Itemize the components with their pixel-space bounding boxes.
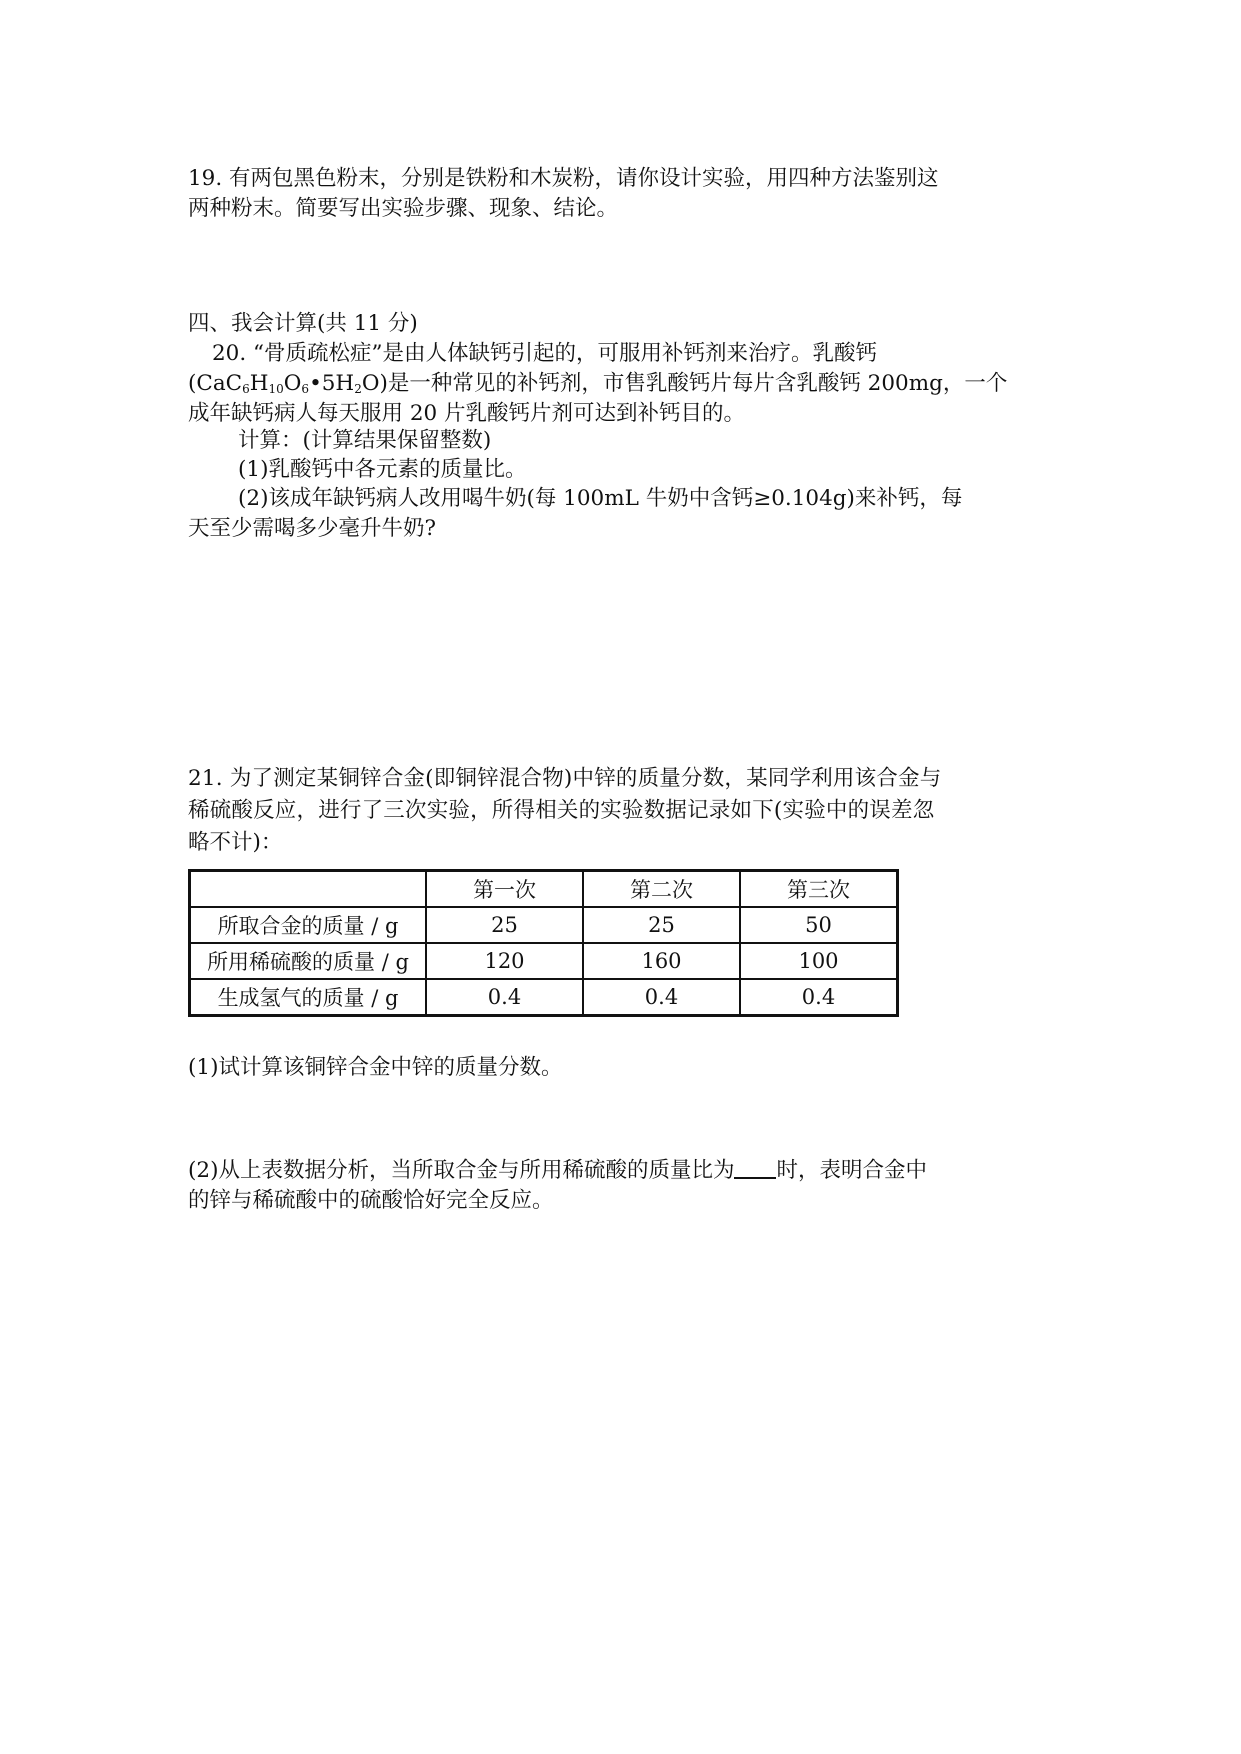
- table-cell: 生成氢气的质量 / g: [190, 979, 427, 1016]
- q19-line-1: 19. 有两包黑色粉末，分别是铁粉和木炭粉，请你设计实验，用四种方法鉴别这: [188, 166, 939, 191]
- table-cell: 所用稀硫酸的质量 / g: [190, 943, 427, 979]
- table-header-cell: 第二次: [583, 871, 740, 908]
- section-4-title: 四、我会计算(共 11 分): [188, 311, 418, 336]
- q21-line-3: 略不计)：: [188, 830, 283, 855]
- table-cell: 25: [426, 907, 583, 943]
- table-row: [190, 907, 898, 943]
- answer-blank: [734, 1157, 776, 1179]
- table-cell: 所取合金的质量 / g: [190, 907, 427, 943]
- table-cell: 50: [740, 907, 898, 943]
- q20-line-2-rest: 是一种常见的补钙剂，市售乳酸钙片每片含乳酸钙 200mg，一个: [387, 371, 1008, 396]
- table-header-row: [190, 871, 898, 908]
- q20-part-2-line-1: (2)该成年缺钙病人改用喝牛奶(每 100mL 牛奶中含钙≥0.104g)来补钙，每: [238, 486, 963, 511]
- table-row: [190, 943, 898, 979]
- q21-line-2: 稀硫酸反应，进行了三次实验，所得相关的实验数据记录如下(实验中的误差忽: [188, 798, 935, 823]
- table-cell: 0.4: [426, 979, 583, 1016]
- table-cell: 0.4: [583, 979, 740, 1016]
- table-header-cell: 第一次: [426, 871, 583, 908]
- table-cell: 0.4: [740, 979, 898, 1016]
- q20-part-2-line-2: 天至少需喝多少毫升牛奶?: [188, 516, 437, 541]
- q20-line-3: 成年缺钙病人每天服用 20 片乳酸钙片剂可达到补钙目的。: [188, 401, 746, 426]
- formula: $(CaC_6H_{10}O_6•5H_2O)$: [188, 371, 388, 396]
- q21-line-1: 21. 为了测定某铜锌合金(即铜锌混合物)中锌的质量分数，某同学利用该合金与: [188, 766, 942, 791]
- q21-part-2-line-2: 的锌与稀硫酸中的硫酸恰好完全反应。: [188, 1188, 554, 1213]
- table-cell: 160: [583, 943, 740, 979]
- q20-part-1: (1)乳酸钙中各元素的质量比。: [238, 457, 527, 482]
- table-cell: 25: [583, 907, 740, 943]
- experiment-data-table: [188, 869, 899, 1017]
- table-header-cell: [190, 871, 427, 908]
- table-cell: 120: [426, 943, 583, 979]
- q19-line-2: 两种粉末。简要写出实验步骤、现象、结论。: [188, 196, 619, 221]
- table-cell: 100: [740, 943, 898, 979]
- q20-line-1: 20. “骨质疏松症”是由人体缺钙引起的，可服用补钙剂来治疗。乳酸钙: [212, 341, 878, 366]
- q21-part-2-text-b: 时，表明合金中: [776, 1158, 927, 1183]
- q21-part-2-line-1: [188, 1155, 1058, 1187]
- q21-part-1: (1)试计算该铜锌合金中锌的质量分数。: [188, 1055, 563, 1080]
- q20-calc-note: 计算：(计算结果保留整数): [238, 428, 492, 453]
- q20-line-2: [188, 368, 1058, 400]
- table-header-cell: 第三次: [740, 871, 898, 908]
- table-row: [190, 979, 898, 1016]
- q21-part-2-text-a: (2)从上表数据分析，当所取合金与所用稀硫酸的质量比为: [188, 1158, 735, 1183]
